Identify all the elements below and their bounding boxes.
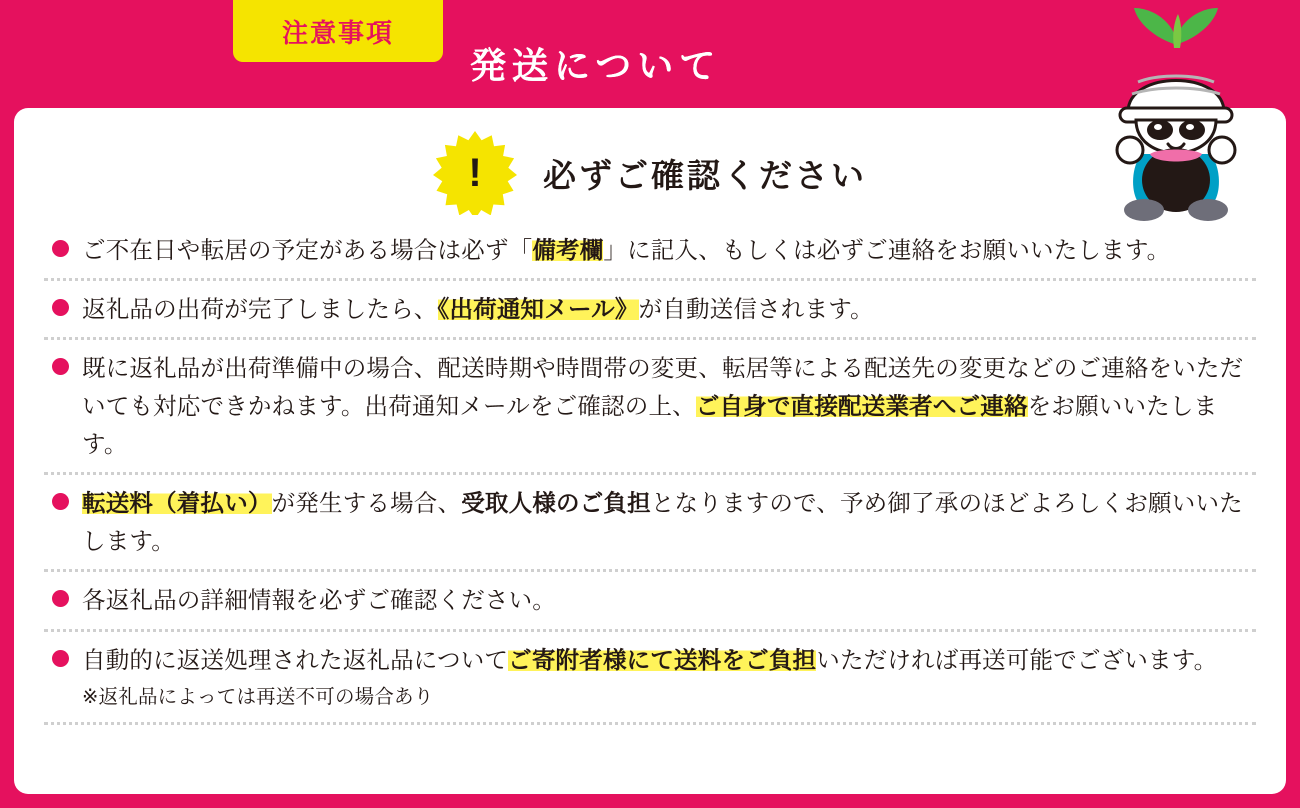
confirm-title: 必ずご確認ください bbox=[543, 156, 867, 194]
note-forwarding-fee bbox=[44, 484, 1256, 560]
note-sub-text: ※返礼品によっては再送不可の場合あり bbox=[82, 685, 434, 708]
list-item bbox=[44, 572, 1256, 631]
exclamation-burst-icon bbox=[433, 131, 517, 215]
note-segment: 自動的に返送処理された返礼品について bbox=[82, 646, 509, 673]
note-segment: となりますので、予め御了承のほどよろしくお願いいたします。 bbox=[82, 490, 1243, 555]
note-already-preparing bbox=[44, 349, 1256, 463]
bullet-icon bbox=[52, 358, 69, 375]
note-text bbox=[82, 290, 874, 328]
note-segment: ご寄附者様にて送料をご負担 bbox=[508, 646, 817, 673]
note-check-details bbox=[44, 581, 1256, 619]
note-segment: 備考欄 bbox=[532, 237, 604, 263]
note-text bbox=[82, 641, 1217, 714]
list-item bbox=[44, 340, 1256, 475]
bullet-icon bbox=[52, 590, 69, 607]
note-segment: が発生する場合、 bbox=[271, 490, 462, 517]
note-segment: 既に返礼品が出荷準備中の場合、配送時期や時間帯の変更、転居等による配送先の変更などのご連絡をいただいても対応できかねます。出荷通知メールをご確認の上、 bbox=[82, 355, 1244, 420]
note-segment: をお願いいたします。 bbox=[82, 393, 1218, 458]
note-text bbox=[82, 484, 1256, 560]
note-shipping-mail bbox=[44, 290, 1256, 328]
bullet-icon bbox=[52, 650, 69, 667]
note-return-processed bbox=[44, 641, 1256, 714]
list-item bbox=[44, 281, 1256, 340]
list-item bbox=[44, 475, 1256, 572]
note-text bbox=[82, 231, 1170, 269]
exclamation-mark: ! bbox=[468, 150, 482, 195]
page-title: 発送について bbox=[470, 45, 722, 86]
note-text bbox=[82, 581, 556, 619]
bullet-icon bbox=[52, 299, 69, 316]
note-segment: ご不在日や転居の予定がある場合は必ず「 bbox=[82, 237, 533, 263]
bullet-icon bbox=[52, 493, 69, 510]
list-item bbox=[44, 222, 1256, 281]
note-segment: 受取人様のご負担 bbox=[461, 490, 651, 517]
notes-list bbox=[44, 222, 1256, 725]
note-segment: ご自身で直接配送業者へご連絡 bbox=[695, 393, 1028, 420]
note-segment: 返礼品の出荷が完了しましたら、 bbox=[82, 296, 438, 323]
note-segment: 」に記入、もしくは必ずご連絡をお願いいたします。 bbox=[603, 237, 1171, 263]
notice-badge bbox=[233, 0, 443, 62]
note-segment: 各返礼品の詳細情報を必ずご確認ください。 bbox=[82, 587, 556, 614]
note-absence bbox=[44, 231, 1256, 269]
list-item bbox=[44, 632, 1256, 726]
note-segment: が自動送信されます。 bbox=[638, 296, 874, 323]
mascot-illustration bbox=[1086, 4, 1266, 234]
note-segment: いただければ再送可能でございます。 bbox=[816, 646, 1218, 673]
bullet-icon bbox=[52, 240, 69, 257]
notice-badge-label: 注意事項 bbox=[281, 17, 394, 48]
note-segment: 《出荷通知メール》 bbox=[437, 296, 639, 323]
note-text bbox=[82, 349, 1256, 463]
note-segment: 転送料（着払い） bbox=[82, 490, 272, 517]
confirm-heading bbox=[44, 128, 1256, 218]
